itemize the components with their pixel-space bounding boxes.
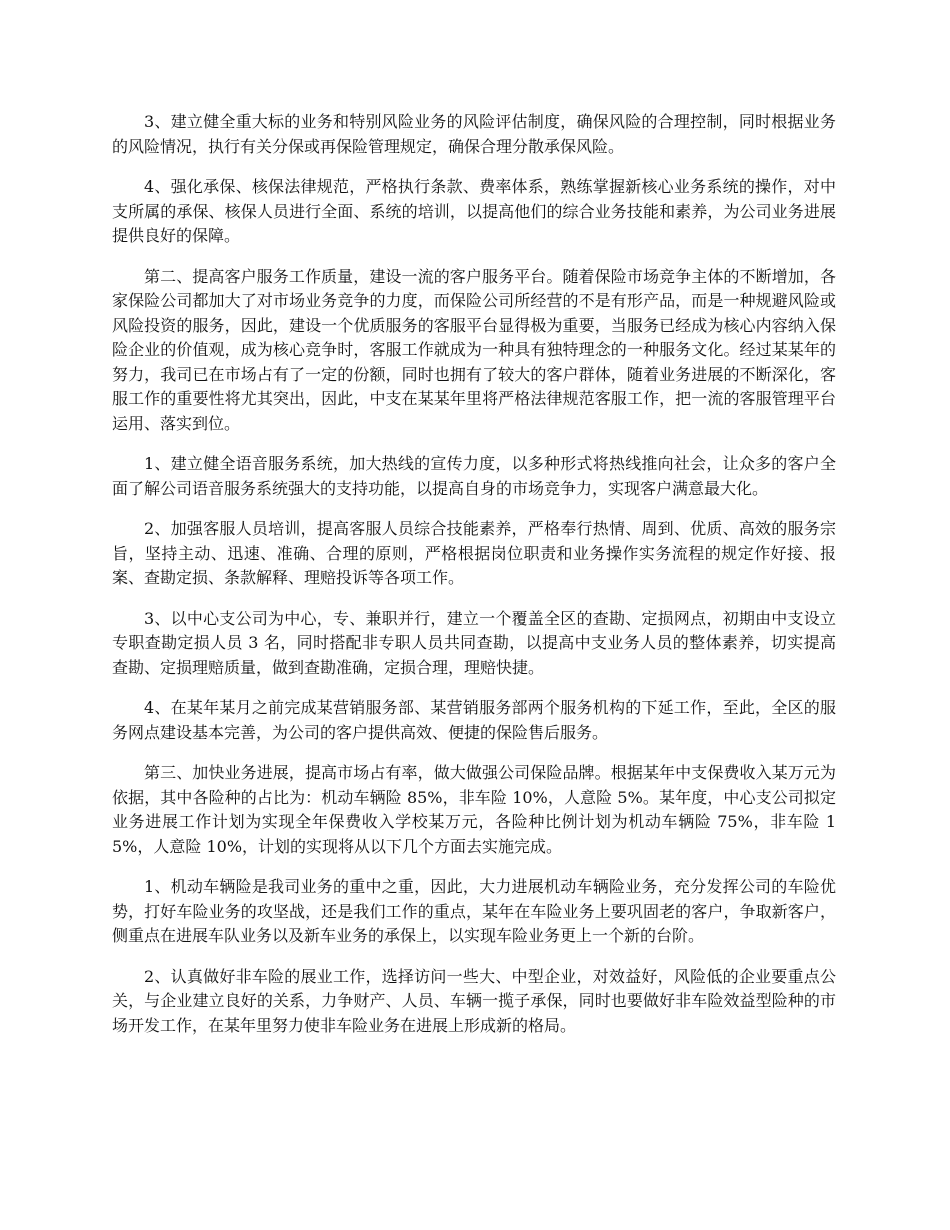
paragraph-service-staff-training: 2、加强客服人员培训，提高客服人员综合技能素养，严格奉行热情、周到、优质、高效的服务宗旨，坚持主动、迅速、准确、合理的原则，严格根据岗位职责和业务操作实务流程的规定作好接、报案、查勘定损、条款解释、理赔投诉等各项工作。 — [112, 519, 836, 587]
paragraph-non-motor-insurance: 2、认真做好非车险的展业工作，选择访问一些大、中型企业，对效益好，风险低的企业要重点公关，与企业建立良好的关系，力争财产、人员、车辆一揽子承保，同时也要做好非车险效益型险种的市场开发工作，在某年里努力使非车险业务在进展上形成新的格局。 — [112, 966, 836, 1035]
paragraph-underwriting-regulation: 4、强化承保、核保法律规范，严格执行条款、费率体系，熟练掌握新核心业务系统的操作，对中支所属的承保、核保人员进行全面、系统的培训，以提高他们的综合业务技能和素养，为公司业务进展提供良好的保障。 — [112, 177, 836, 245]
document-body — [112, 110, 836, 1054]
paragraph-business-development: 第三、加快业务进展，提高市场占有率，做大做强公司保险品牌。根据某年中支保费收入某万元为依据，其中各险种的占比为：机动车辆险 85%，非车险 10%，人意险 5%。某年度，中心支公司拟定业务进展工作计划为实现全年保费收入学校某万元，各险种比例计划为机动车辆险 75%，非车险 15%，人意险 10%，计划的实现将从以下几个方面去实施完成。 — [112, 763, 836, 856]
paragraph-customer-service-platform: 第二、提高客户服务工作质量，建设一流的客户服务平台。随着保险市场竞争主体的不断增加，各家保险公司都加大了对市场业务竞争的力度，而保险公司所经营的不是有形产品，而是一种规避风险或风险投资的服务，因此，建设一个优质服务的客服平台显得极为重要，当服务已经成为核心内容纳入保险企业的价值观，成为核心竞争时，客服工作就成为一种具有独特理念的一种服务文化。经过某某年的努力，我司已在市场占有了一定的份额，同时也拥有了较大的客户群体，随着业务进展的不断深化，客服工作的重要性将尤其突出，因此，中支在某某年里将严格法律规范客服工作，把一流的客服管理平台运用、落实到位。 — [112, 266, 836, 433]
paragraph-motor-insurance: 1、机动车辆险是我司业务的重中之重，因此，大力进展机动车辆险业务，充分发挥公司的车险优势，打好车险业务的攻坚战，还是我们工作的重点，某年在车险业务上要巩固老的客户，争取新客户，侧重点在进展车队业务以及新车业务的承保上，以实现车险业务更上一个新的台阶。 — [112, 877, 836, 945]
paragraph-voice-service-system: 1、建立健全语音服务系统，加大热线的宣传力度，以多种形式将热线推向社会，让众多的客户全面了解公司语音服务系统强大的支持功能，以提高自身的市场竞争力，实现客户满意最大化。 — [112, 454, 836, 498]
paragraph-service-outlets: 4、在某年某月之前完成某营销服务部、某营销服务部两个服务机构的下延工作，至此，全区的服务网点建设基本完善，为公司的客户提供高效、便捷的保险售后服务。 — [112, 698, 836, 742]
paragraph-underwriting-risk-assessment: 3、建立健全重大标的业务和特别风险业务的风险评估制度，确保风险的合理控制，同时根据业务的风险情况，执行有关分保或再保险管理规定，确保合理分散承保风险。 — [112, 112, 836, 156]
paragraph-survey-network: 3、以中心支公司为中心，专、兼职并行，建立一个覆盖全区的查勘、定损网点，初期由中支设立专职查勘定损人员 3 名，同时搭配非专职人员共同查勘，以提高中支业务人员的整体素养，切实提高查勘、定损理赔质量，做到查勘准确，定损合理，理赔快捷。 — [112, 608, 836, 677]
